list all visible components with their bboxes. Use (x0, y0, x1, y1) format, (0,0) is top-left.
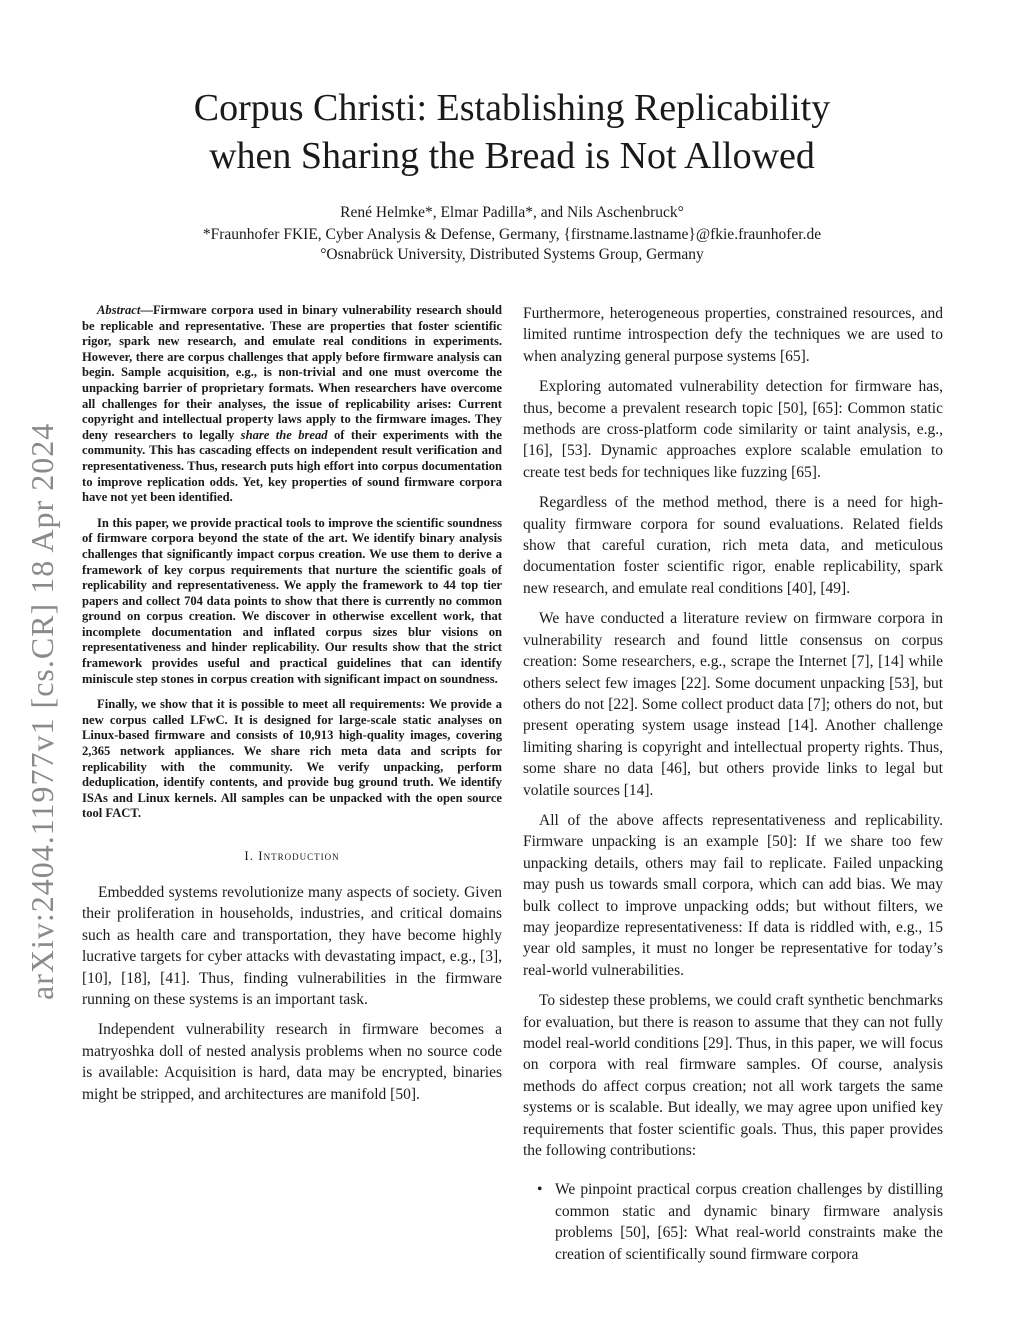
abstract-label: Abstract (97, 303, 141, 317)
intro-paragraph: Exploring automated vulnerability detection for firmware has, thus, become a prevalent research topic [50], [65]: Common static methods are cross-platform code similarity or taint analysis, e.g., [16], [53]. Dynamic approaches explore scalable emulation to create test beds for techniques like fuzzing [65]. (523, 378, 943, 481)
abstract-emphasis: share the bread (240, 427, 328, 442)
abstract-paragraph-3: Finally, we show that it is possible to meet all requirements: We provide a new corpus called LFwC. It is designed for large-scale static analyses on Linux-based firmware and consists of 10,913 high-quality images, covering 2,365 network appliances. We share rich meta data and scripts for replicability with the community. We verify unpacking, perform deduplication, identify contents, and provide bug ground truth. We identify ISAs and Linux kernels. All samples can be unpacked with the open source tool FACT. (82, 697, 502, 821)
affiliation-fraunhofer: *Fraunhofer FKIE, Cyber Analysis & Defense, Germany, {firstname.lastname}@fkie.fraunhofer.de (202, 226, 822, 243)
intro-paragraph: Regardless of the method method, there is a need for high-quality firmware corpora for sound evaluations. Related fields show that careful curation, rich meta data, and meticulous documentation foster scientific rigor, enable replicability, spark new research, and emulate real conditions [40], [49]. (523, 494, 943, 597)
intro-paragraph: We have conducted a literature review on firmware corpora in vulnerability research and found little consensus on corpus creation: Some researchers, e.g., scrape the Internet [7], [14] while others select few images [22]. Some document unpacking [53], but others do not [22]. Some collect product data [7]; others do not, but present operating system usage instead [14]. Another challenge limiting sharing is copyright and intellectual property rights. Thus, some share no data [46], but others provide links to legal but volatile sources [14]. (523, 610, 943, 799)
abstract-text-1a: Firmware corpora used in binary vulnerability research should be replicable and representative. These are properties that foster scientific rigor, spark new research, and emulate real conditions in experiments. However, there are corpus challenges that apply before firmware analysis can begin. Sample acquisition, e.g., is non-trivial and one must overcome the unpacking barrier of proprietary formats. When researchers have overcome all challenges for their analyses, the issue of replicability arises: Current copyright and intellectual property laws apply to the firmware images. They deny researchers to legally (82, 303, 502, 442)
section-heading-introduction (82, 848, 502, 864)
section-number: I. (244, 848, 254, 863)
abstract (82, 303, 502, 822)
abstract-paragraph-1 (82, 303, 502, 506)
abstract-paragraph-2: In this paper, we provide practical tools to improve the scientific soundness of firmware corpora beyond the state of the art. We identify binary analysis challenges that significantly impact corpus creation. We use them to derive a framework of key corpus requirements that nurture the scientific goals of replicability and representativeness. We apply the framework to 44 top tier papers and collect 704 data points to show that there is currently no common ground on corpus creation. We discover in otherwise excellent work, that incomplete documentation and inflated corpus sizes blur visions on representativeness and hinder replicability. Our results show that the strict framework provides useful and practical guidelines that can identify miniscule step stones in corpus creation with significant impact on soundness. (82, 515, 502, 686)
affiliation-osnabrueck: °Osnabrück University, Distributed Systems Group, Germany (320, 246, 704, 263)
intro-paragraph: Furthermore, heterogeneous properties, constrained resources, and limited runtime introspection defy the techniques we are used to when analyzing general purpose systems [65]. (523, 305, 943, 365)
author-list: René Helmke*, Elmar Padilla*, and Nils Aschenbruck° (340, 204, 684, 221)
abstract-text-1b: of their experiments with the community. This has cascading effects on independent result verification and representativeness. Thus, research puts high effort into corpus documentation to improve replication odds. Yet, key properties of sound firmware corpora have not yet been identified. (82, 427, 502, 505)
left-column (82, 303, 502, 1114)
section-title: Introduction (258, 848, 340, 863)
right-column (523, 303, 943, 1265)
bullet-icon: • (537, 1181, 543, 1199)
intro-left-body (82, 882, 502, 1105)
abstract-dash: — (140, 303, 153, 317)
title-line-1: Corpus Christi: Establishing Replicability (193, 87, 831, 129)
contributions-list (523, 1179, 943, 1265)
intro-paragraph: All of the above affects representativeness and replicability. Firmware unpacking is an example [50]: If we share too few unpacking details, others may fail to replicate. Failed unpacking may push us towards small corpora, which can add bias. We may bulk collect to improve unpacking odds; but without filters, we may jeopardize representativeness: If data is riddled with, e.g., 15 year old samples, it must no longer be representative for today’s real-world vulnerabilities. (523, 811, 943, 979)
intro-paragraph: To sidestep these problems, we could craft synthetic benchmarks for evaluation, but there is reason to assume that they can not fully model real-world conditions [29]. Thus, in this paper, we will focus on corpora with real firmware samples. Of course, analysis methods do affect corpus creation; not all work targets the same systems or is scalable. But ideally, we may agree upon unified key requirements that foster scientific goals. Thus, this paper provides the following contributions: (523, 992, 943, 1160)
intro-paragraph: Independent vulnerability research in firmware becomes a matryoshka doll of nested analysis problems when no source code is available: Acquisition is hard, data may be encrypted, binaries might be stripped, and architectures are manifold [50]. (82, 1021, 502, 1103)
arxiv-identifier: arXiv:2404.11977v1 [cs.CR] 18 Apr 2024 (24, 422, 60, 1000)
list-item (523, 1179, 943, 1265)
intro-paragraph: Embedded systems revolutionize many aspects of society. Given their proliferation in households, industries, and critical domains such as health care and transportation, they have become highly lucrative targets for cyber attacks with devastating impact, e.g., [3], [10], [18], [41]. Thus, finding vulnerabilities in the firmware running on these systems is an important task. (82, 884, 502, 1009)
contribution-text: We pinpoint practical corpus creation challenges by distilling common static and dynamic binary firmware analysis problems [50], [65]: What real-world constraints make the creation of scientifically sound firmware corpora (555, 1181, 943, 1263)
paper-title (120, 84, 904, 180)
title-line-2: when Sharing the Bread is Not Allowed (209, 135, 815, 177)
intro-right-body (523, 303, 943, 1161)
